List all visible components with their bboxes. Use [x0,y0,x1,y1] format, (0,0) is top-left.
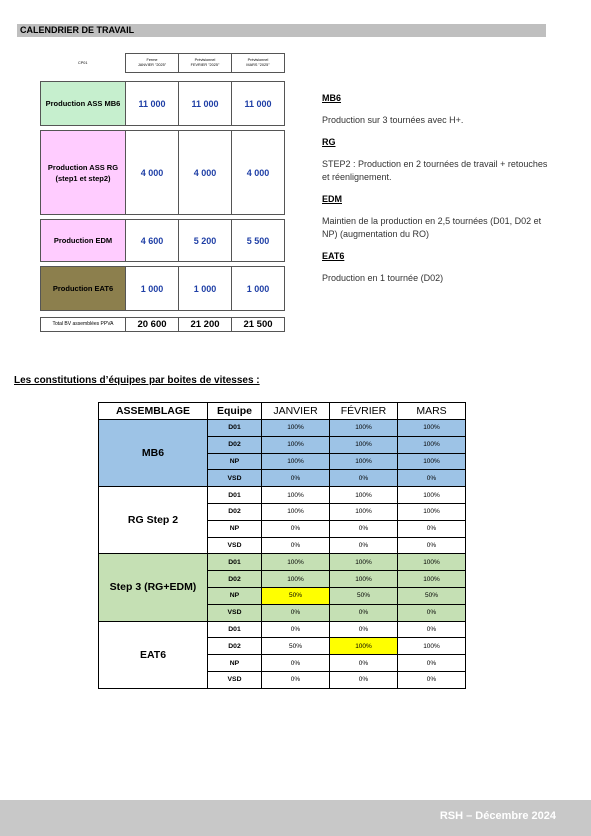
note-title: EDM [322,194,342,204]
value-cell: 1 000 [179,267,232,311]
pct-cell: 0% [330,537,398,554]
header-bar [17,24,546,37]
assembly-cell: Step 3 (RG+EDM) [99,554,208,621]
pct-cell: 100% [398,420,466,437]
total-cell: 21 200 [179,318,232,332]
pct-cell: 0% [398,537,466,554]
pct-cell: 50% [398,587,466,604]
team-cell: D02 [208,638,262,655]
calendar-corner: CP01 [78,60,88,65]
pct-cell: 100% [262,436,330,453]
calendar-total-row [41,318,285,332]
row-label: Production EDM [41,220,126,262]
pct-cell: 100% [330,436,398,453]
pct-cell: 100% [398,638,466,655]
pct-cell-highlighted: 100% [330,638,398,655]
calendar-header-row [41,54,285,73]
calendar-row-eat6 [41,267,285,311]
team-cell: D02 [208,571,262,588]
assembly-cell: RG Step 2 [99,487,208,554]
pct-cell: 0% [330,470,398,487]
table-row [99,420,466,437]
total-cell: 21 500 [232,318,285,332]
pct-cell: 100% [262,503,330,520]
value-cell: 11 000 [232,82,285,126]
table-row [99,621,466,638]
pct-cell: 100% [398,487,466,504]
value-cell: 11 000 [179,82,232,126]
footer-text: RSH – Décembre 2024 [439,810,556,822]
pct-cell: 0% [398,520,466,537]
pct-cell: 100% [330,487,398,504]
col-header: JANVIER [262,403,330,420]
pct-cell: 0% [262,604,330,621]
pct-cell: 50% [330,587,398,604]
pct-cell: 0% [330,621,398,638]
team-cell: D02 [208,436,262,453]
pct-cell: 0% [262,621,330,638]
col-header: ASSEMBLAGE [99,403,208,420]
team-cell: VSD [208,671,262,688]
notes-panel [322,92,552,285]
calendar-col-header: Prévisionnel FEVRIER "2025" [179,54,232,73]
pct-cell: 0% [398,470,466,487]
team-cell: VSD [208,604,262,621]
pct-cell: 100% [262,453,330,470]
note-title: EAT6 [322,251,345,261]
team-cell: NP [208,453,262,470]
team-cell: NP [208,587,262,604]
note-title: RG [322,137,336,147]
note-title: MB6 [322,93,342,103]
pct-cell: 100% [398,453,466,470]
value-cell: 1 000 [126,267,179,311]
pct-cell: 100% [262,554,330,571]
footer-bar [0,800,591,836]
team-cell: D01 [208,487,262,504]
calendar-row-mb6 [41,82,285,126]
table-row [99,487,466,504]
assembly-cell: MB6 [99,420,208,487]
team-cell: D01 [208,621,262,638]
value-cell: 4 600 [126,220,179,262]
value-cell: 1 000 [232,267,285,311]
team-cell: D01 [208,554,262,571]
value-cell: 11 000 [126,82,179,126]
pct-cell: 100% [262,487,330,504]
pct-cell: 100% [398,503,466,520]
pct-cell: 0% [330,671,398,688]
pct-cell: 0% [330,520,398,537]
pct-cell: 0% [330,604,398,621]
row-label: Production ASS RG (step1 et step2) [41,131,126,215]
row-label: Production EAT6 [41,267,126,311]
pct-cell: 0% [262,655,330,672]
value-cell: 5 200 [179,220,232,262]
pct-cell: 0% [398,621,466,638]
pct-cell: 100% [398,436,466,453]
page-title: CALENDRIER DE TRAVAIL [20,25,135,35]
value-cell: 5 500 [232,220,285,262]
pct-cell: 0% [262,520,330,537]
value-cell: 4 000 [232,131,285,215]
pct-cell: 0% [262,671,330,688]
note-text: Production en 1 tournée (D02) [322,273,444,283]
pct-cell: 100% [262,420,330,437]
assembly-cell: EAT6 [99,621,208,688]
value-cell: 4 000 [126,131,179,215]
pct-cell: 0% [262,537,330,554]
teams-header-row [99,403,466,420]
team-cell: VSD [208,537,262,554]
team-cell: D01 [208,420,262,437]
pct-cell: 0% [398,655,466,672]
note-text: Maintien de la production en 2,5 tournées (D01, D02 et NP) (augmentation du RO) [322,216,542,239]
pct-cell: 0% [330,655,398,672]
team-cell: D02 [208,503,262,520]
section-title: Les constitutions d’équipes par boites de vitesses : [14,375,260,386]
pct-cell: 100% [262,571,330,588]
calendar-table [40,53,285,332]
pct-cell: 100% [330,420,398,437]
pct-cell: 50% [262,638,330,655]
pct-cell: 100% [330,453,398,470]
col-header: MARS [398,403,466,420]
teams-table [98,402,466,689]
value-cell: 4 000 [179,131,232,215]
note-text: STEP2 : Production en 2 tournées de travail + retouches et réenlignement. [322,159,548,182]
pct-cell: 100% [330,554,398,571]
total-cell: 20 600 [126,318,179,332]
calendar-row-rg [41,131,285,215]
pct-cell-highlighted: 50% [262,587,330,604]
total-label: Total BV assemblées PPVA [41,318,126,332]
pct-cell: 0% [398,604,466,621]
note-text: Production sur 3 tournées avec H+. [322,115,464,125]
calendar-col-header: Prévisionnel MARS "2025" [232,54,285,73]
table-row [99,554,466,571]
pct-cell: 0% [398,671,466,688]
team-cell: VSD [208,470,262,487]
pct-cell: 100% [330,503,398,520]
col-header: Equipe [208,403,262,420]
team-cell: NP [208,655,262,672]
pct-cell: 100% [398,571,466,588]
team-cell: NP [208,520,262,537]
pct-cell: 100% [330,571,398,588]
pct-cell: 0% [262,470,330,487]
calendar-col-header: Ferme JANVIER "2025" [126,54,179,73]
calendar-row-edm [41,220,285,262]
pct-cell: 100% [398,554,466,571]
row-label: Production ASS MB6 [41,82,126,126]
col-header: FÉVRIER [330,403,398,420]
